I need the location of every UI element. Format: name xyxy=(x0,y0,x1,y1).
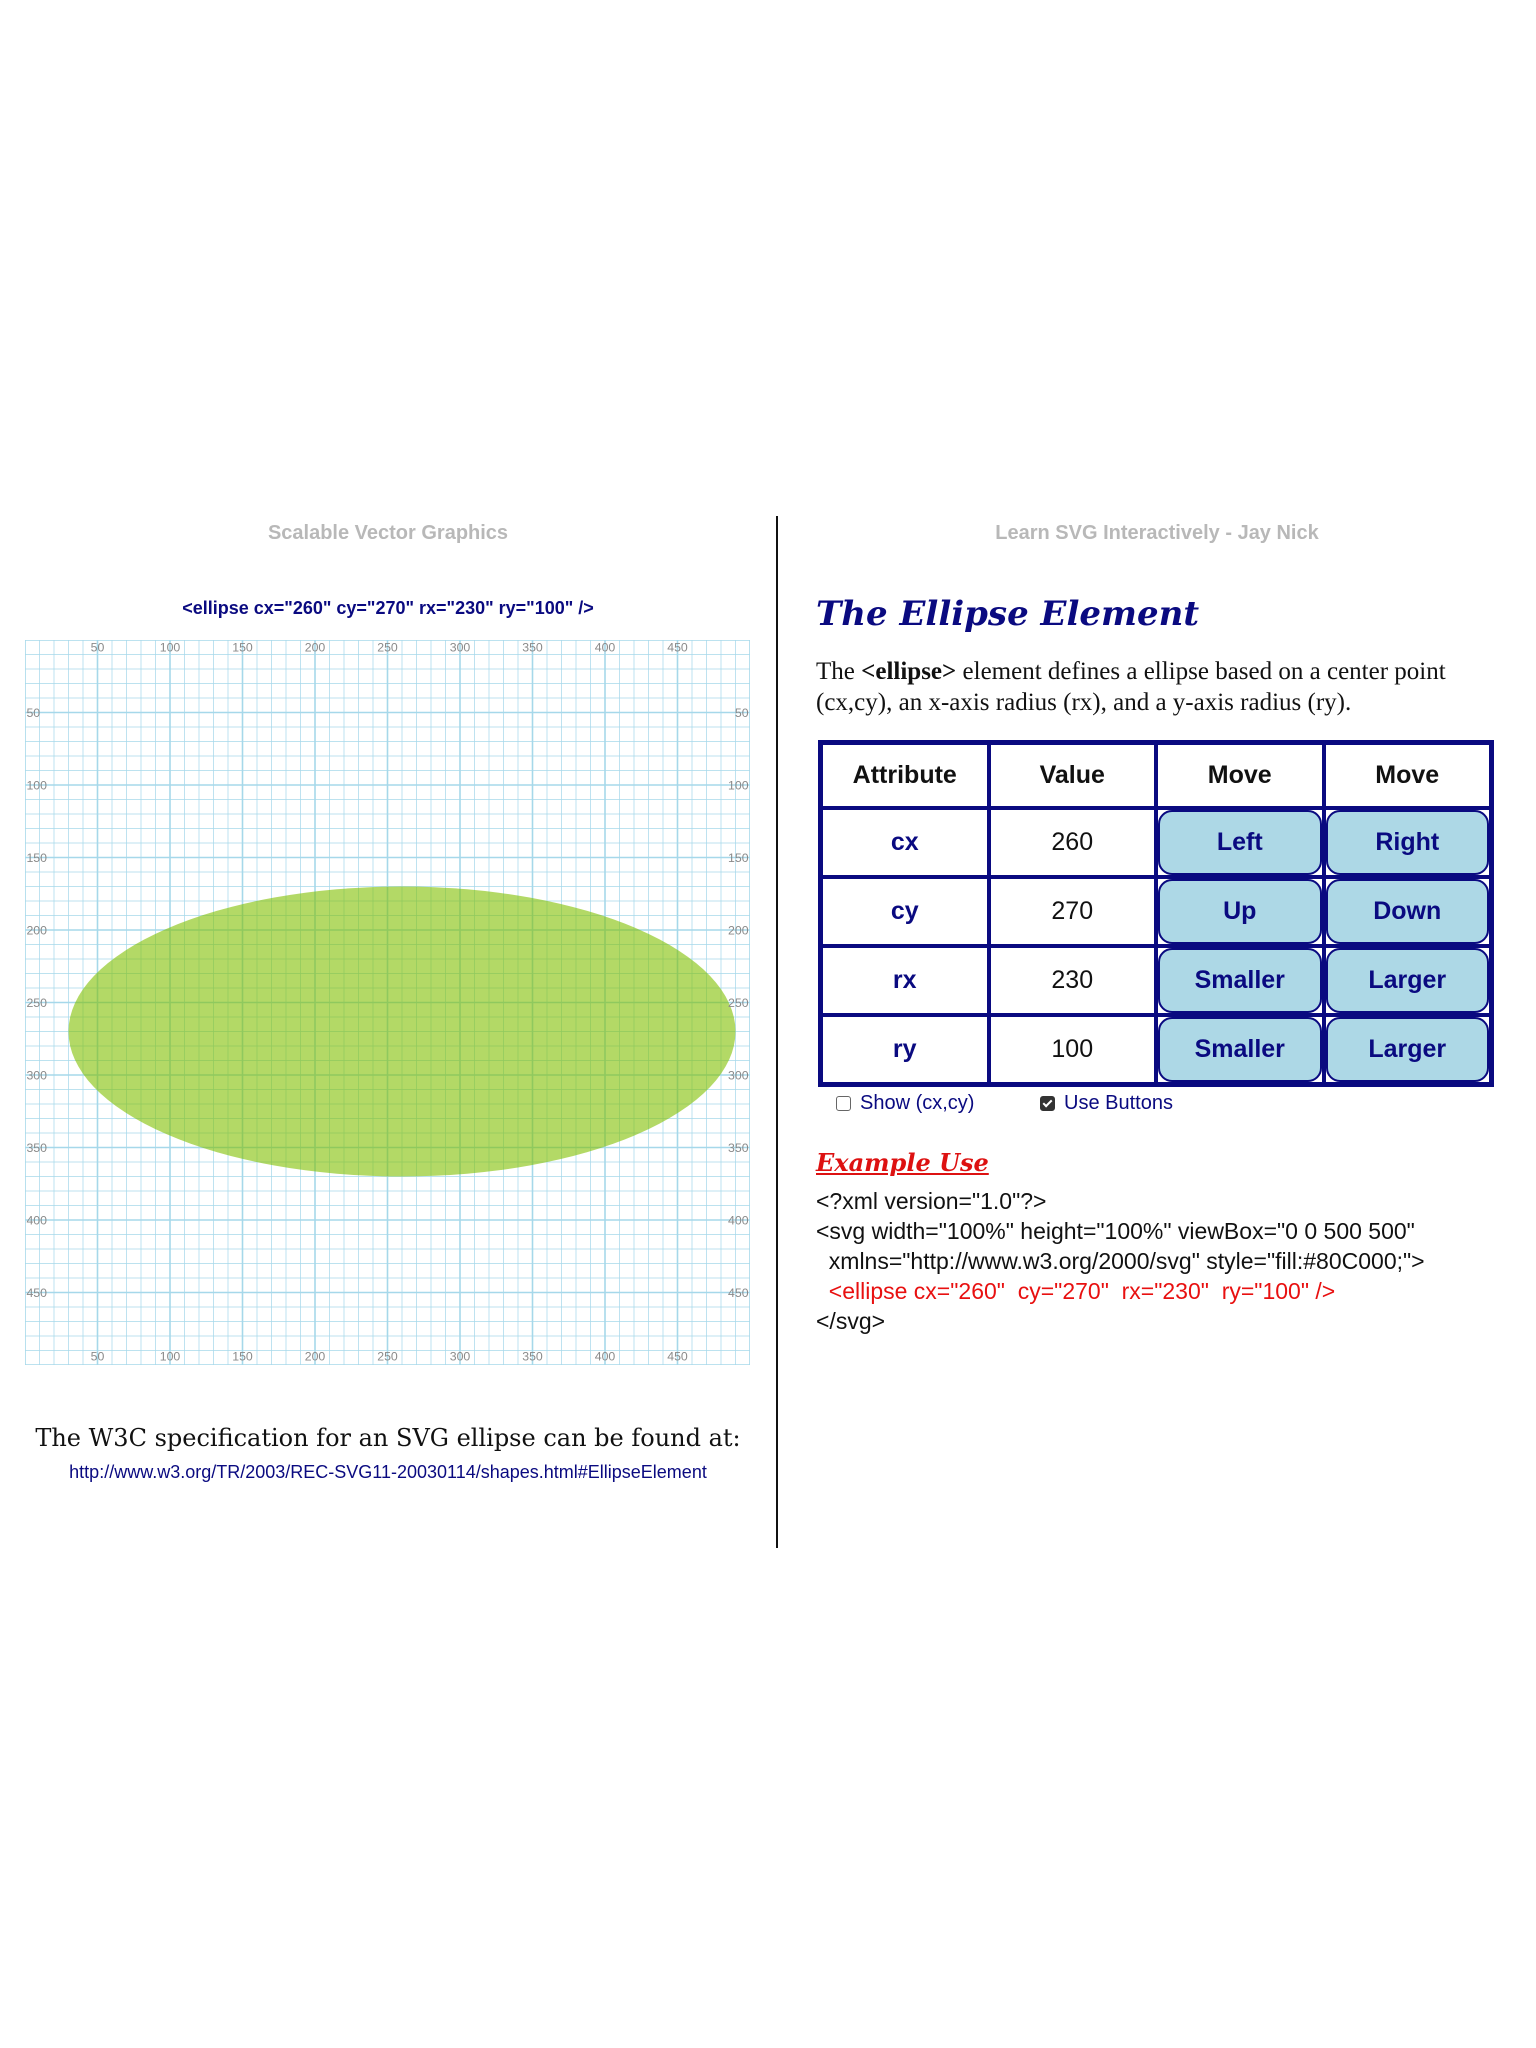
bottom-tick-label: 50 xyxy=(90,1349,105,1364)
header-move-1: Move xyxy=(1156,743,1324,808)
value-ry: 100 xyxy=(989,1015,1157,1084)
btn-cell xyxy=(1156,808,1324,877)
right-tick-label: 450 xyxy=(728,1285,749,1300)
down-button[interactable]: Down xyxy=(1326,879,1490,944)
bottom-tick-label: 100 xyxy=(159,1349,181,1364)
example-use-title: Example Use xyxy=(816,1148,989,1177)
code-line-ellipse: <ellipse cx="260" cy="270" rx="230" ry="100" /> xyxy=(816,1278,1336,1304)
header-value: Value xyxy=(989,743,1157,808)
table-header-row xyxy=(821,743,1491,808)
attr-rx: rx xyxy=(821,946,989,1015)
value-cy: 270 xyxy=(989,877,1157,946)
bottom-tick-label: 350 xyxy=(522,1349,543,1364)
left-tick-label: 150 xyxy=(26,850,47,865)
right-tick-label: 100 xyxy=(728,778,749,793)
top-tick-label: 50 xyxy=(90,640,105,655)
use-buttons-checkbox-row[interactable] xyxy=(1040,1092,1173,1115)
attr-cx: cx xyxy=(821,808,989,877)
left-tick-label: 250 xyxy=(26,995,47,1010)
btn-cell xyxy=(1156,877,1324,946)
header-move-2: Move xyxy=(1324,743,1492,808)
top-tick-label: 100 xyxy=(159,640,181,655)
top-tick-label: 350 xyxy=(522,640,543,655)
left-tick-label: 50 xyxy=(26,705,41,720)
bottom-tick-label: 150 xyxy=(232,1349,253,1364)
right-panel-header: Learn SVG Interactively - Jay Nick xyxy=(995,522,1319,544)
desc-prefix: The xyxy=(816,658,862,685)
header-attribute: Attribute xyxy=(821,743,989,808)
bottom-tick-label: 300 xyxy=(449,1349,471,1364)
rx-smaller-button[interactable]: Smaller xyxy=(1158,948,1322,1013)
btn-cell xyxy=(1324,946,1492,1015)
desc-suffix: element defines a ellipse based on a center point (cx,cy), an x-axis radius (rx), and a y-axis radius (ry). xyxy=(816,658,1446,716)
desc-tag: <ellipse> xyxy=(861,658,957,685)
top-tick-label: 200 xyxy=(304,640,326,655)
left-tick-label: 300 xyxy=(26,1068,47,1083)
up-button[interactable]: Up xyxy=(1158,879,1322,944)
ry-larger-button[interactable]: Larger xyxy=(1326,1017,1490,1082)
right-tick-label: 200 xyxy=(728,923,749,938)
panel-divider xyxy=(776,516,778,1548)
description xyxy=(816,656,1526,718)
value-cx: 260 xyxy=(989,808,1157,877)
attr-ry: ry xyxy=(821,1015,989,1084)
right-tick-label: 150 xyxy=(728,850,749,865)
left-tick-label: 450 xyxy=(26,1285,47,1300)
ry-smaller-button[interactable]: Smaller xyxy=(1158,1017,1322,1082)
code-line: <?xml version="1.0"?> xyxy=(816,1188,1047,1214)
attribute-table xyxy=(818,740,1494,1087)
spec-text: The W3C specification for an SVG ellipse can be found at: xyxy=(35,1424,741,1452)
bottom-tick-label: 450 xyxy=(667,1349,688,1364)
btn-cell xyxy=(1324,1015,1492,1084)
left-tick-label: 400 xyxy=(26,1213,47,1228)
rx-larger-button[interactable]: Larger xyxy=(1326,948,1490,1013)
grid-svg xyxy=(25,640,750,1365)
show-center-checkbox-row[interactable] xyxy=(836,1092,974,1115)
top-tick-label: 450 xyxy=(667,640,688,655)
table-row xyxy=(821,877,1491,946)
green-ellipse xyxy=(69,887,736,1177)
top-tick-label: 300 xyxy=(449,640,471,655)
left-button[interactable]: Left xyxy=(1158,810,1322,875)
left-tick-label: 100 xyxy=(26,778,47,793)
top-tick-label: 250 xyxy=(377,640,398,655)
table-row xyxy=(821,946,1491,1015)
left-tick-label: 350 xyxy=(26,1140,47,1155)
left-tick-label: 200 xyxy=(26,923,47,938)
btn-cell xyxy=(1156,1015,1324,1084)
use-buttons-label: Use Buttons xyxy=(1064,1092,1173,1114)
code-line: </svg> xyxy=(816,1308,886,1334)
right-tick-label: 300 xyxy=(728,1068,749,1083)
svg-canvas xyxy=(25,640,750,1365)
bottom-tick-label: 200 xyxy=(304,1349,326,1364)
btn-cell xyxy=(1156,946,1324,1015)
right-button[interactable]: Right xyxy=(1326,810,1490,875)
top-tick-label: 150 xyxy=(232,640,253,655)
btn-cell xyxy=(1324,808,1492,877)
code-line: <svg width="100%" height="100%" viewBox="0 0 500 500" xyxy=(816,1218,1415,1244)
bottom-tick-label: 250 xyxy=(377,1349,398,1364)
attr-cy: cy xyxy=(821,877,989,946)
right-tick-label: 350 xyxy=(728,1140,749,1155)
spec-link[interactable]: http://www.w3.org/TR/2003/REC-SVG11-20030114/shapes.html#EllipseElement xyxy=(69,1462,707,1482)
use-buttons-checkbox[interactable] xyxy=(1040,1096,1055,1111)
btn-cell xyxy=(1324,877,1492,946)
value-rx: 230 xyxy=(989,946,1157,1015)
ellipse-code-label: <ellipse cx="260" cy="270" rx="230" ry="100" /> xyxy=(182,598,594,618)
show-center-checkbox[interactable] xyxy=(836,1096,851,1111)
top-tick-label: 400 xyxy=(594,640,616,655)
table-row xyxy=(821,1015,1491,1084)
left-panel-header: Scalable Vector Graphics xyxy=(267,522,509,544)
right-tick-label: 250 xyxy=(728,995,749,1010)
code-example xyxy=(816,1186,1526,1336)
table-row xyxy=(821,808,1491,877)
bottom-tick-label: 400 xyxy=(594,1349,616,1364)
right-tick-label: 400 xyxy=(728,1213,749,1228)
code-line: xmlns="http://www.w3.org/2000/svg" style="fill:#80C000;"> xyxy=(816,1248,1425,1274)
show-center-label: Show (cx,cy) xyxy=(860,1092,975,1114)
page-title: The Ellipse Element xyxy=(816,594,1200,634)
right-tick-label: 50 xyxy=(734,705,749,720)
